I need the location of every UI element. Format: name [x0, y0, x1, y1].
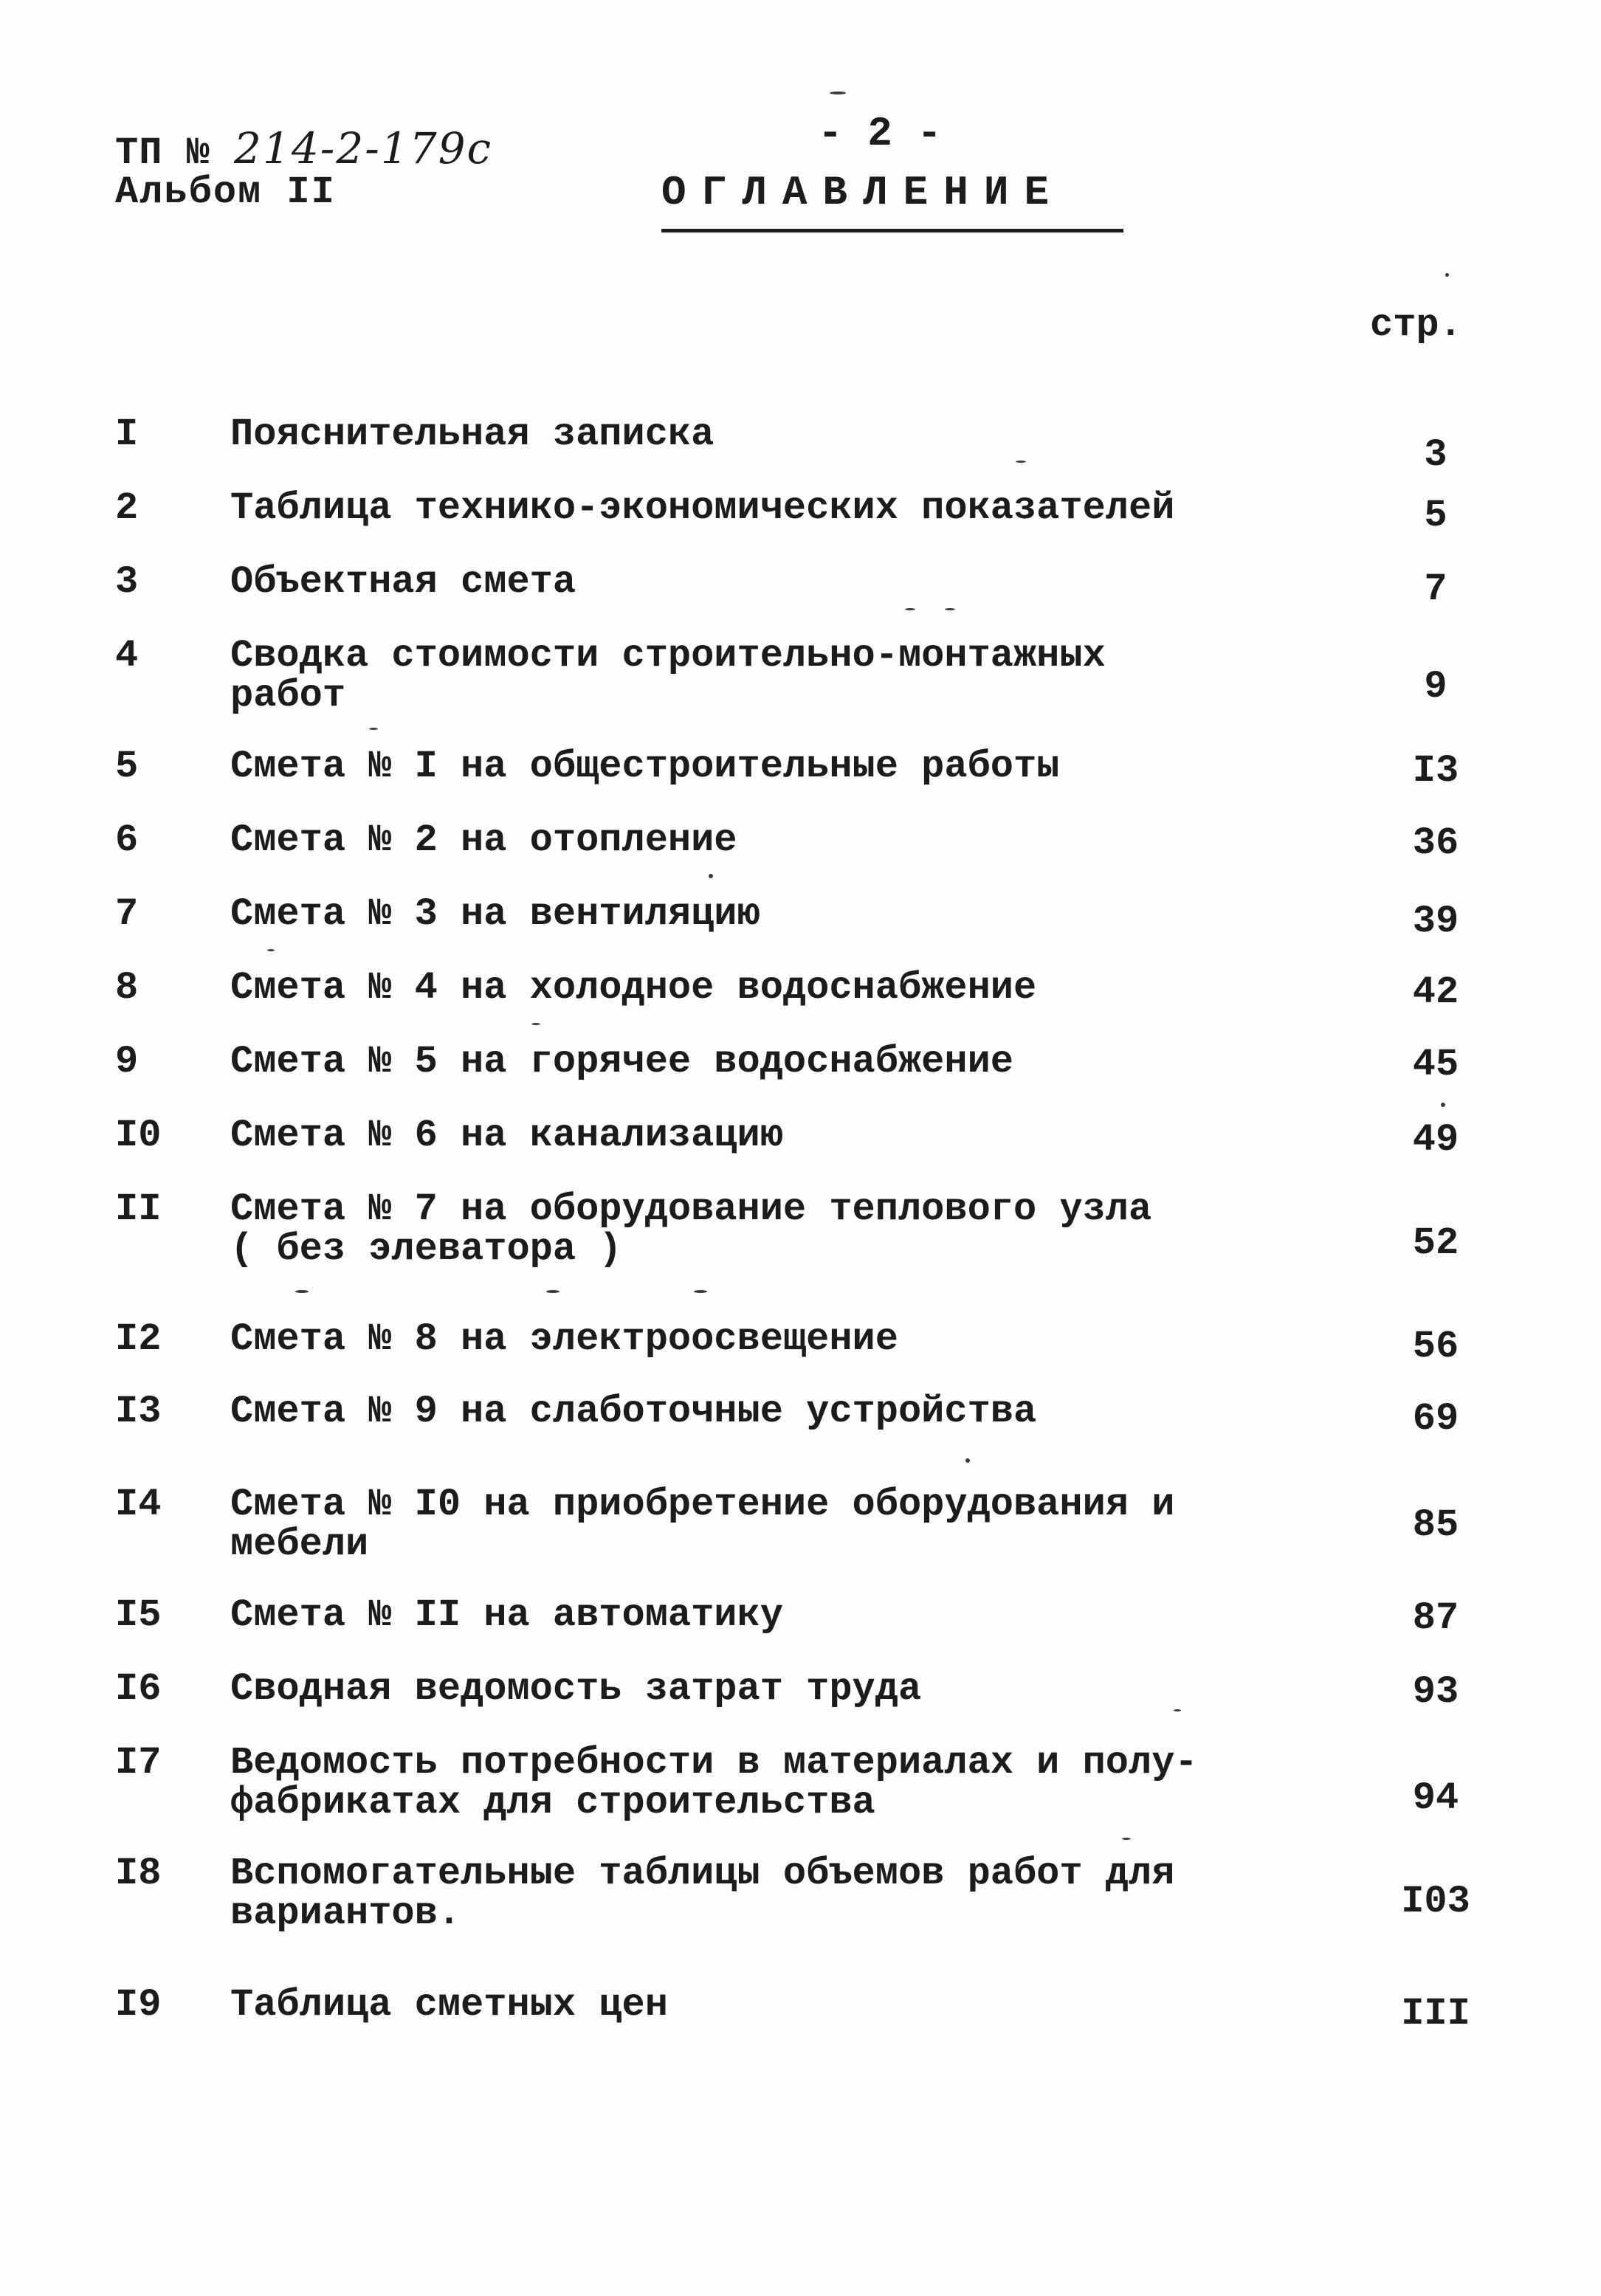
toc-entry-number: I3 [115, 1390, 162, 1433]
toc-entry-title: Таблица технико-экономических показателей [230, 486, 1175, 530]
scan-speck [531, 1023, 540, 1025]
scan-speck [965, 1458, 970, 1463]
toc-entry-page: 87 [1412, 1596, 1459, 1640]
toc-entry-number: 2 [115, 486, 139, 530]
toc-entry-page: 49 [1412, 1118, 1459, 1162]
scan-speck [694, 1290, 707, 1293]
toc-entry-number: I4 [115, 1483, 162, 1526]
document-code-number: 214-2-179с [234, 123, 493, 173]
toc-entry-title: Ведомость потребности в материалах и полу- фабрикатах для строительства [230, 1741, 1198, 1824]
toc-entry-page: III [1401, 1992, 1470, 2035]
scan-speck [1016, 461, 1026, 463]
toc-entry-page: 56 [1412, 1325, 1459, 1368]
toc-entry-title: Сводная ведомость затрат труда [230, 1667, 922, 1711]
toc-entry-page: 85 [1412, 1503, 1459, 1547]
toc-entry-page: 7 [1424, 568, 1447, 611]
toc-entry-number: I6 [115, 1667, 162, 1711]
scan-speck [709, 874, 713, 878]
toc-entry-page: 52 [1412, 1221, 1459, 1265]
toc-entry-title: Смета № 7 на оборудование теплового узла ( без элеватора ) [230, 1187, 1152, 1271]
toc-entry-title: Смета № 3 на вентиляцию [230, 892, 760, 936]
toc-entry-number: II [115, 1187, 162, 1231]
scan-speck [267, 949, 275, 951]
toc-entry-page: 9 [1424, 665, 1447, 709]
toc-entry-number: I0 [115, 1114, 162, 1157]
toc-entry-number: I [115, 413, 139, 456]
scan-speck [546, 1290, 560, 1293]
toc-entry-title: Вспомогательные таблицы объемов работ для вариантов. [230, 1852, 1175, 1935]
page-column-header: стр. [1370, 303, 1462, 347]
toc-entry-number: I2 [115, 1317, 162, 1361]
toc-entry-page: I03 [1401, 1880, 1470, 1923]
document-code-prefix: ТП № [115, 131, 210, 175]
page-title: ОГЛАВЛЕНИЕ [661, 169, 1065, 216]
toc-entry-number: I9 [115, 1983, 162, 2027]
toc-entry-page: 45 [1412, 1043, 1459, 1086]
toc-entry-title: Объектная смета [230, 560, 576, 604]
toc-entry-number: I8 [115, 1852, 162, 1895]
toc-entry-page: 3 [1424, 433, 1447, 477]
toc-entry-number: I5 [115, 1593, 162, 1637]
toc-entry-number: 3 [115, 560, 139, 604]
toc-entry-title: Смета № II на автоматику [230, 1593, 783, 1637]
scan-speck [295, 1290, 309, 1293]
toc-entry-page: 42 [1412, 971, 1459, 1014]
toc-entry-title: Смета № I на общестроительные работы [230, 745, 1060, 788]
scan-speck [1441, 1103, 1445, 1107]
toc-entry-number: 4 [115, 634, 139, 678]
scan-speck [945, 608, 955, 610]
toc-entry-number: 5 [115, 745, 139, 788]
toc-entry-number: 9 [115, 1040, 139, 1083]
toc-entry-title: Смета № 5 на горячее водоснабжение [230, 1040, 1013, 1083]
toc-entry-title: Сводка стоимости строительно-монтажных работ [230, 634, 1106, 717]
scan-speck [369, 728, 378, 730]
toc-entry-title: Таблица сметных цен [230, 1983, 668, 2027]
album-label: Альбом II [115, 170, 336, 214]
toc-entry-title: Смета № 2 на отопление [230, 818, 737, 862]
scan-speck [1174, 1709, 1181, 1711]
toc-entry-page: 5 [1424, 494, 1447, 537]
toc-entry-title: Смета № 6 на канализацию [230, 1114, 783, 1157]
toc-entry-page: I3 [1412, 749, 1459, 793]
scan-speck [1122, 1838, 1131, 1840]
toc-entry-title: Смета № 9 на слаботочные устройства [230, 1390, 1037, 1433]
toc-entry-page: 93 [1412, 1670, 1459, 1714]
toc-entry-title: Смета № 4 на холодное водоснабжение [230, 966, 1037, 1010]
scan-speck [1445, 273, 1449, 277]
scan-speck [830, 92, 846, 94]
toc-entry-number: 6 [115, 818, 139, 862]
toc-entry-page: 39 [1412, 900, 1459, 943]
toc-entry-page: 36 [1412, 821, 1459, 865]
scan-speck [905, 608, 915, 610]
page-number: - 2 - [818, 110, 943, 157]
toc-entry-number: 8 [115, 966, 139, 1010]
toc-entry-title: Смета № 8 на электроосвещение [230, 1317, 898, 1361]
toc-entry-page: 94 [1412, 1776, 1459, 1820]
toc-entry-number: 7 [115, 892, 139, 936]
toc-entry-title: Пояснительная записка [230, 413, 715, 456]
toc-entry-page: 69 [1412, 1397, 1459, 1441]
toc-entry-title: Смета № I0 на приобретение оборудования и мебели [230, 1483, 1175, 1566]
toc-entry-number: I7 [115, 1741, 162, 1785]
